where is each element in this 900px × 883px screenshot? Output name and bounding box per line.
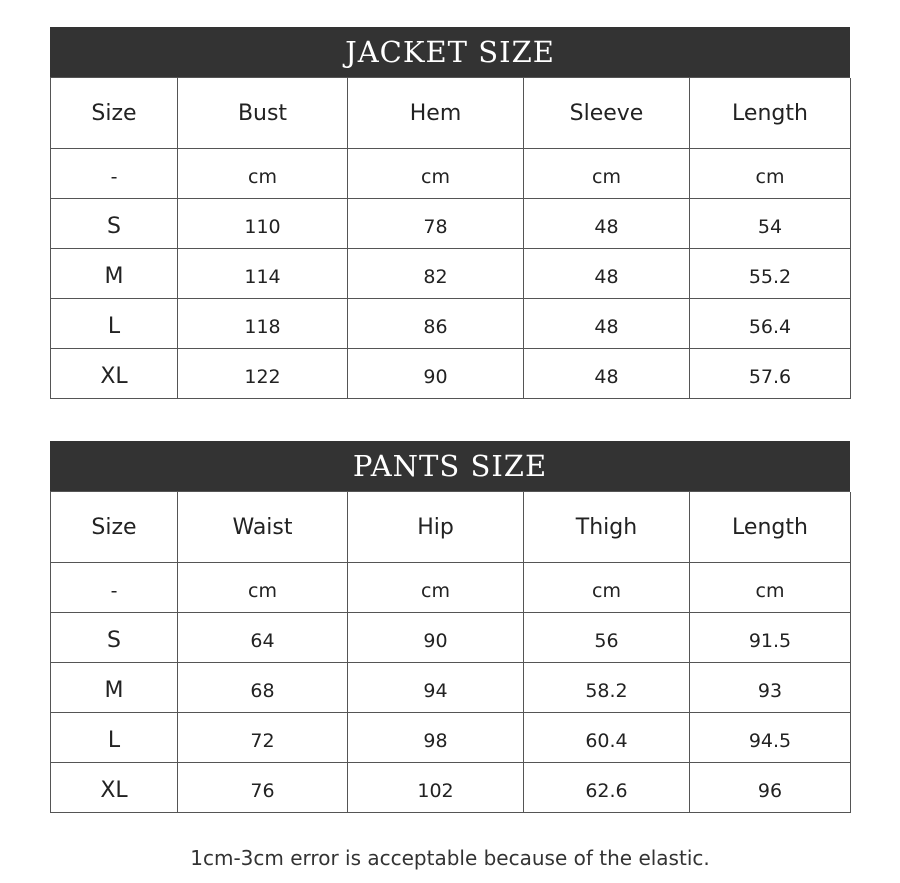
column-header: Sleeve	[524, 78, 690, 149]
table-cell: 90	[348, 349, 524, 399]
table-cell: 56.4	[690, 299, 851, 349]
table-cell: 48	[524, 299, 690, 349]
table-cell: 72	[178, 713, 348, 763]
table-cell: 68	[178, 663, 348, 713]
table-cell: 118	[178, 299, 348, 349]
table-cell: 57.6	[690, 349, 851, 399]
column-header: Thigh	[524, 492, 690, 563]
column-header: Size	[51, 78, 178, 149]
table-cell: 48	[524, 349, 690, 399]
table-cell: 102	[348, 763, 524, 813]
table-cell: 48	[524, 199, 690, 249]
table-cell: 58.2	[524, 663, 690, 713]
size-label: M	[51, 663, 178, 713]
table-cell: 114	[178, 249, 348, 299]
table-cell: 62.6	[524, 763, 690, 813]
pants-size-title: PANTS SIZE	[50, 441, 850, 491]
column-header: Hem	[348, 78, 524, 149]
column-header: Size	[51, 492, 178, 563]
unit-cell: cm	[524, 563, 690, 613]
table-cell: 86	[348, 299, 524, 349]
unit-cell: cm	[348, 563, 524, 613]
table-cell: 48	[524, 249, 690, 299]
size-label: S	[51, 613, 178, 663]
column-header: Hip	[348, 492, 524, 563]
column-header: Bust	[178, 78, 348, 149]
pants-size-chart	[50, 441, 850, 813]
table-cell: 98	[348, 713, 524, 763]
column-header: Waist	[178, 492, 348, 563]
table-cell: 91.5	[690, 613, 851, 663]
jacket-size-title: JACKET SIZE	[50, 27, 850, 77]
unit-cell: cm	[690, 149, 851, 199]
table-cell: 122	[178, 349, 348, 399]
unit-cell: cm	[178, 563, 348, 613]
size-label: XL	[51, 763, 178, 813]
table-cell: 94	[348, 663, 524, 713]
table-cell: 90	[348, 613, 524, 663]
table-cell: 64	[178, 613, 348, 663]
size-label: L	[51, 299, 178, 349]
column-header: Length	[690, 78, 851, 149]
unit-cell: cm	[690, 563, 851, 613]
elastic-error-note: 1cm-3cm error is acceptable because of the elastic.	[190, 846, 710, 870]
table-cell: 110	[178, 199, 348, 249]
table-cell: 54	[690, 199, 851, 249]
size-label: L	[51, 713, 178, 763]
unit-cell: cm	[524, 149, 690, 199]
table-cell: 60.4	[524, 713, 690, 763]
unit-cell: -	[51, 149, 178, 199]
size-label: S	[51, 199, 178, 249]
table-cell: 96	[690, 763, 851, 813]
table-cell: 82	[348, 249, 524, 299]
table-cell: 78	[348, 199, 524, 249]
size-label: XL	[51, 349, 178, 399]
unit-cell: -	[51, 563, 178, 613]
table-cell: 94.5	[690, 713, 851, 763]
size-label: M	[51, 249, 178, 299]
table-cell: 93	[690, 663, 851, 713]
column-header: Length	[690, 492, 851, 563]
jacket-size-chart	[50, 27, 850, 399]
pants-size-table	[50, 491, 850, 813]
jacket-size-table	[50, 77, 850, 399]
table-cell: 56	[524, 613, 690, 663]
table-cell: 55.2	[690, 249, 851, 299]
unit-cell: cm	[178, 149, 348, 199]
unit-cell: cm	[348, 149, 524, 199]
table-cell: 76	[178, 763, 348, 813]
